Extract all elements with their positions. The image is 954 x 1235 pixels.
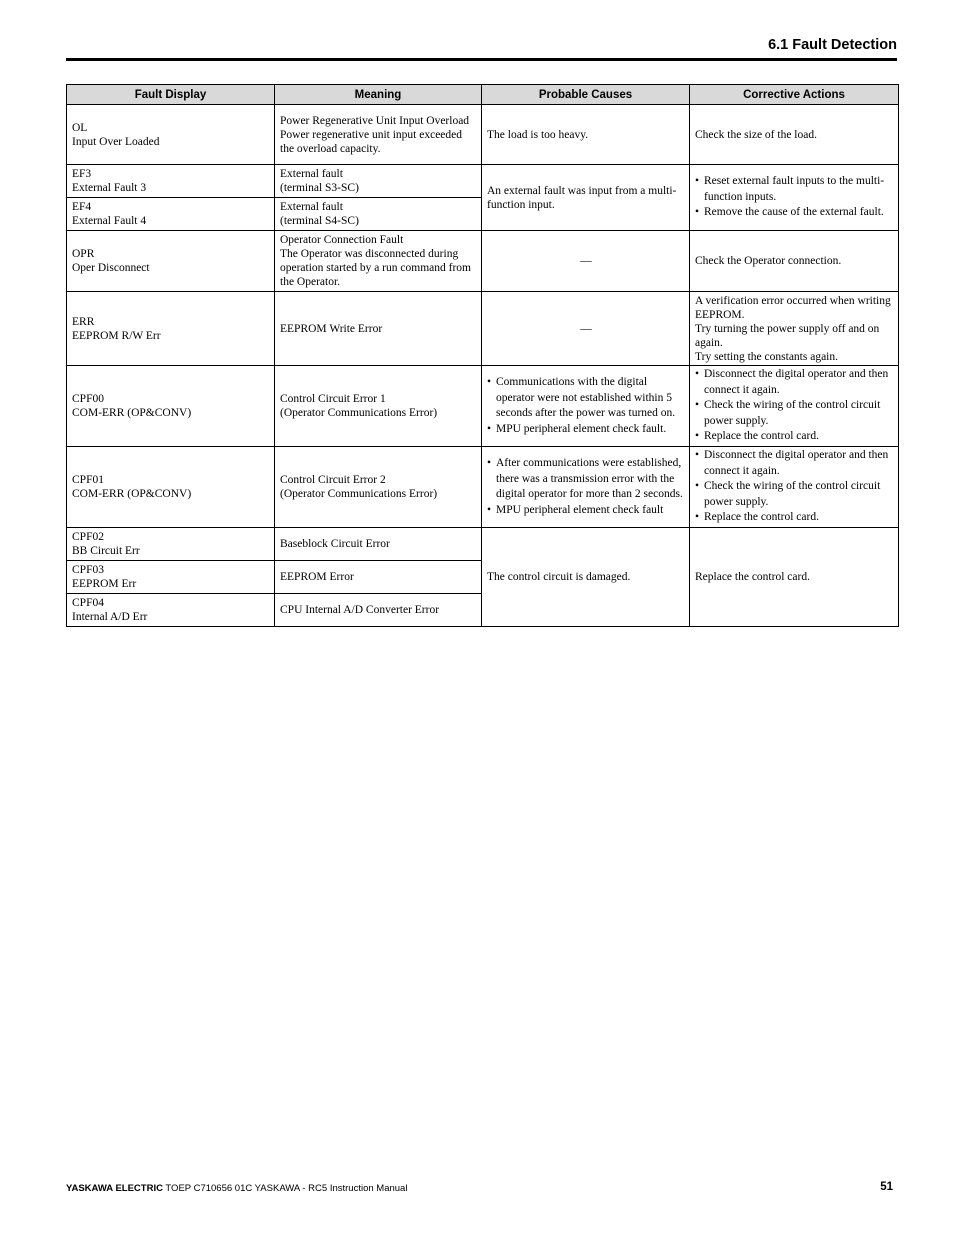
corrective-action-cell [690, 366, 899, 447]
action-line: Try turning the power supply off and on again. [695, 322, 880, 349]
fault-detection-table [66, 84, 899, 627]
list-item: • Replace the control card. [695, 510, 894, 526]
corrective-action-list [695, 367, 894, 445]
list-item: • Disconnect the digital operator and then connect it again. [695, 448, 894, 479]
meaning-cell [275, 165, 482, 198]
list-item: • Communications with the digital operator were not established within 5 seconds after the power was turned on. [487, 375, 685, 422]
corrective-action-cell: Check the Operator connection. [690, 231, 899, 292]
fault-name: External Fault 3 [72, 182, 147, 194]
table-row [67, 366, 899, 447]
section-title: 6.1 Fault Detection [768, 37, 897, 53]
fault-code: OL [72, 121, 88, 134]
meaning-text: The Operator was disconnected during operation started by a run command from the Operator. [280, 248, 471, 288]
fault-code: ERR [72, 315, 95, 328]
list-item: • Reset external fault inputs to the multi-function inputs. [695, 174, 894, 205]
fault-code: CPF03 [72, 564, 104, 576]
fault-code: CPF02 [72, 531, 104, 543]
fault-name: EEPROM R/W Err [72, 329, 161, 342]
fault-display-cell [67, 292, 275, 366]
meaning-title: External fault [280, 168, 343, 180]
table-row [67, 165, 899, 198]
probable-cause-cell [482, 366, 690, 447]
corrective-action-list [695, 448, 894, 526]
fault-name: External Fault 4 [72, 215, 147, 227]
probable-cause-cell: — [482, 292, 690, 366]
fault-code: CPF01 [72, 474, 104, 486]
probable-cause-cell: An external fault was input from a multi-function input. [482, 165, 690, 231]
footer-brand: YASKAWA ELECTRIC [66, 1183, 163, 1194]
list-item: • Disconnect the digital operator and then connect it again. [695, 367, 894, 398]
fault-code: EF4 [72, 201, 92, 213]
corrective-action-cell: Replace the control card. [690, 528, 899, 627]
list-item: • Check the wiring of the control circuit power supply. [695, 479, 894, 510]
fault-name: EEPROM Err [72, 578, 137, 590]
table-row [67, 292, 899, 366]
meaning-text: (Operator Communications Error) [280, 488, 438, 500]
fault-display-cell [67, 198, 275, 231]
fault-display-cell [67, 105, 275, 165]
probable-cause-list [487, 456, 685, 518]
list-item: • MPU peripheral element check fault. [487, 422, 685, 438]
meaning-cell [275, 594, 482, 627]
fault-display-cell [67, 561, 275, 594]
column-header-fault-display: Fault Display [67, 85, 275, 105]
action-line: A verification error occurred when writing EEPROM. [695, 294, 891, 321]
fault-name: Oper Disconnect [72, 262, 150, 274]
meaning-cell [275, 231, 482, 292]
fault-code: CPF00 [72, 393, 104, 405]
meaning-cell [275, 561, 482, 594]
table-row [67, 447, 899, 528]
fault-display-cell [67, 528, 275, 561]
list-item: • Check the wiring of the control circuit power supply. [695, 398, 894, 429]
corrective-action-cell [690, 447, 899, 528]
meaning-title: Power Regenerative Unit Input Overload [280, 114, 470, 127]
fault-display-cell [67, 447, 275, 528]
fault-name: Input Over Loaded [72, 135, 160, 148]
probable-cause-list [487, 375, 685, 437]
meaning-title: EEPROM Error [280, 571, 354, 583]
column-header-probable-causes: Probable Causes [482, 85, 690, 105]
meaning-text: (terminal S3-SC) [280, 182, 359, 194]
corrective-action-cell [690, 165, 899, 231]
footer-doc-title: TOEP C710656 01C YASKAWA - RC5 Instruction Manual [162, 1183, 408, 1194]
fault-name: COM-ERR (OP&CONV) [72, 488, 192, 500]
meaning-text: (Operator Communications Error) [280, 407, 438, 419]
meaning-title: Baseblock Circuit Error [280, 538, 390, 550]
corrective-action-list [695, 174, 894, 221]
meaning-cell [275, 447, 482, 528]
fault-display-cell [67, 165, 275, 198]
fault-code: OPR [72, 248, 95, 260]
fault-name: COM-ERR (OP&CONV) [72, 407, 192, 419]
list-item: • MPU peripheral element check fault [487, 503, 685, 519]
list-item: • After communications were established, there was a transmission error with the digital operator for more than 2 seconds. [487, 456, 685, 503]
fault-code: CPF04 [72, 597, 104, 609]
fault-display-cell [67, 594, 275, 627]
meaning-cell [275, 105, 482, 165]
meaning-text: (terminal S4-SC) [280, 215, 359, 227]
action-line: Try setting the constants again. [695, 350, 838, 363]
column-header-meaning: Meaning [275, 85, 482, 105]
table-header-row [67, 85, 899, 105]
table-row [67, 528, 899, 561]
meaning-title: CPU Internal A/D Converter Error [280, 604, 440, 616]
meaning-cell [275, 528, 482, 561]
fault-display-cell [67, 231, 275, 292]
meaning-title: External fault [280, 201, 343, 213]
footer-doc-info [66, 1183, 407, 1194]
meaning-title: Control Circuit Error 2 [280, 474, 386, 486]
title-rule [66, 58, 897, 61]
meaning-cell [275, 198, 482, 231]
meaning-text: Power regenerative unit input exceeded the overload capacity. [280, 128, 463, 155]
fault-display-cell [67, 366, 275, 447]
probable-cause-cell: The control circuit is damaged. [482, 528, 690, 627]
fault-code: EF3 [72, 168, 92, 180]
meaning-cell [275, 292, 482, 366]
fault-name: Internal A/D Err [72, 611, 148, 623]
meaning-title: Control Circuit Error 1 [280, 393, 386, 405]
meaning-cell [275, 366, 482, 447]
list-item: • Remove the cause of the external fault. [695, 205, 894, 221]
corrective-action-cell: Check the size of the load. [690, 105, 899, 165]
table-row [67, 105, 899, 165]
probable-cause-cell [482, 447, 690, 528]
list-item: • Replace the control card. [695, 429, 894, 445]
column-header-corrective-actions: Corrective Actions [690, 85, 899, 105]
probable-cause-cell: The load is too heavy. [482, 105, 690, 165]
fault-name: BB Circuit Err [72, 545, 140, 557]
corrective-action-cell [690, 292, 899, 366]
probable-cause-cell: — [482, 231, 690, 292]
meaning-title: EEPROM Write Error [280, 322, 383, 335]
table-row [67, 231, 899, 292]
page-number: 51 [880, 1181, 893, 1193]
meaning-title: Operator Connection Fault [280, 234, 404, 246]
